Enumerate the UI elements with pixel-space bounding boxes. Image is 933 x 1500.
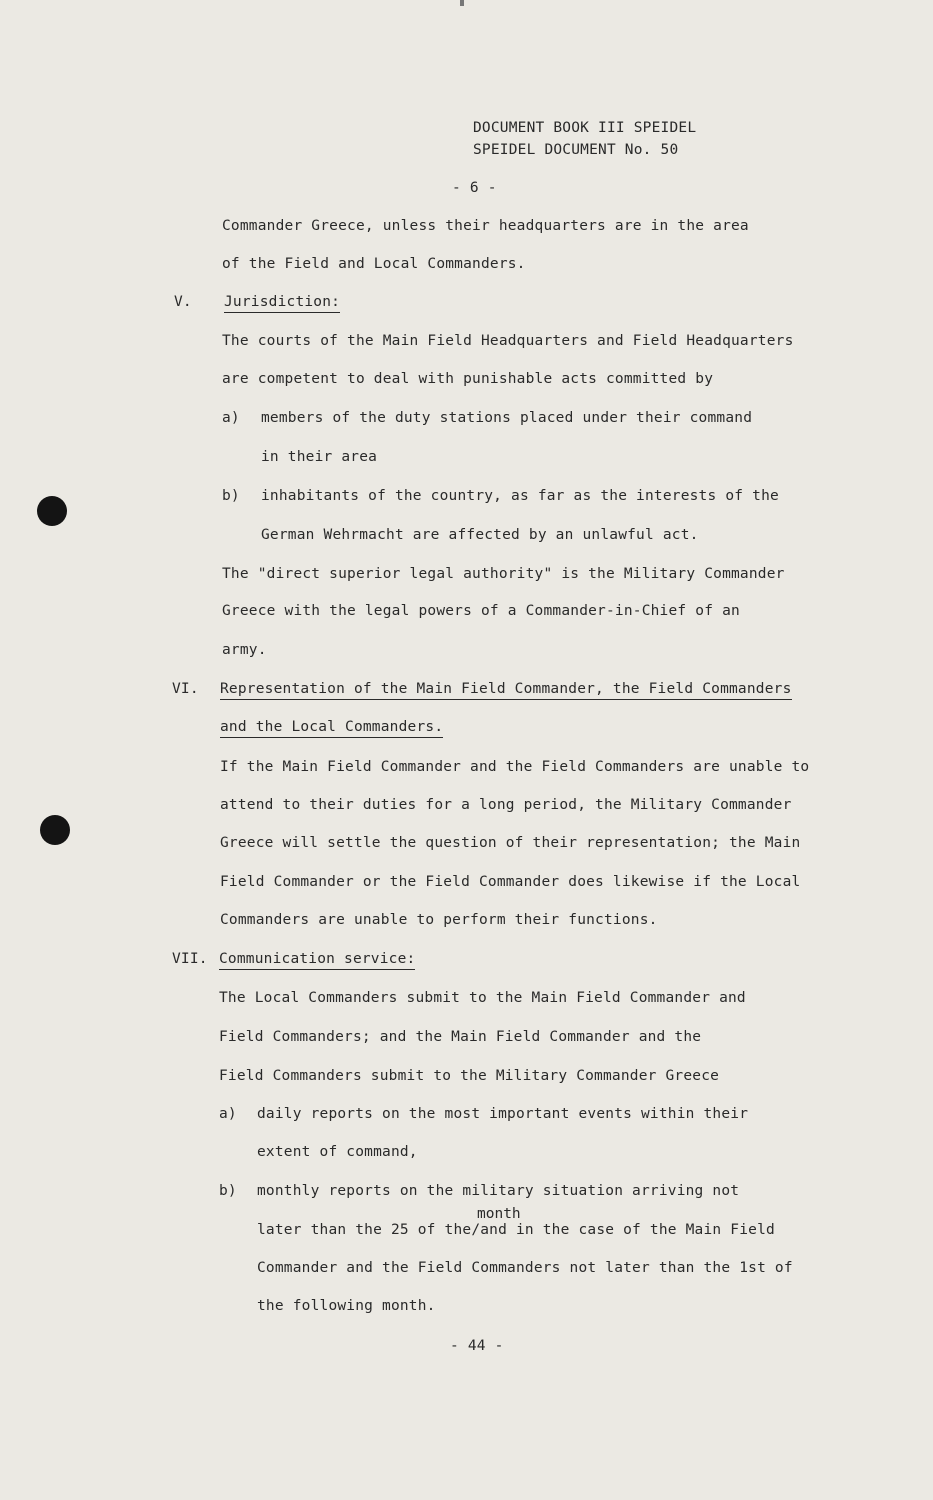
body-line: attend to their duties for a long period, the Military Commander [220,797,792,813]
section-number: V. [174,294,192,310]
body-line: Commander Greece, unless their headquarters are in the area [222,218,749,234]
list-item-text: members of the duty stations placed under their command [261,410,753,426]
body-line: are competent to deal with punishable acts committed by [222,371,714,387]
list-item-text: the following month. [257,1298,436,1314]
list-item-text: extent of command, [257,1144,418,1160]
punch-hole [37,496,67,526]
section-title: Jurisdiction: [224,294,340,313]
punch-hole [40,815,70,845]
body-line: Greece will settle the question of their representation; the Main [220,835,801,851]
list-item-text: later than the 25 of the/and in the case of the Main Field [257,1222,775,1238]
list-item-text: in their area [261,449,378,465]
list-label: a) [222,410,240,426]
body-line: Field Commanders; and the Main Field Commander and the [219,1029,702,1045]
body-line: Commanders are unable to perform their functions. [220,912,658,928]
section-number: VI. [172,681,199,697]
body-line: Field Commander or the Field Commander does likewise if the Local [220,874,801,890]
section-title: and the Local Commanders. [220,719,443,738]
list-label: b) [222,488,240,504]
insertion-text: month [477,1206,521,1222]
page-marker: - 6 - [452,180,497,196]
list-label: a) [219,1106,237,1122]
list-item-text: Commander and the Field Commanders not later than the 1st of [257,1260,793,1276]
body-line: Greece with the legal powers of a Commander-in-Chief of an [222,603,740,619]
section-title: Representation of the Main Field Commander, the Field Commanders [220,681,792,700]
section-number: VII. [172,951,208,967]
list-label: b) [219,1183,237,1199]
section-title: Communication service: [219,951,415,970]
body-line: of the Field and Local Commanders. [222,256,526,272]
body-line: The courts of the Main Field Headquarters and Field Headquarters [222,333,794,349]
body-line: The "direct superior legal authority" is the Military Commander [222,566,785,582]
list-item-text: monthly reports on the military situation arriving not [257,1183,740,1199]
list-item-text: daily reports on the most important events within their [257,1106,749,1122]
body-line: If the Main Field Commander and the Field Commanders are unable to [220,759,810,775]
header-book: DOCUMENT BOOK III SPEIDEL [473,120,697,136]
page-number: - 44 - [450,1338,504,1354]
body-line: The Local Commanders submit to the Main Field Commander and [219,990,746,1006]
body-line: army. [222,642,267,658]
list-item-text: inhabitants of the country, as far as the interests of the [261,488,779,504]
header-doc: SPEIDEL DOCUMENT No. 50 [473,142,679,158]
list-item-text: German Wehrmacht are affected by an unlawful act. [261,527,699,543]
body-line: Field Commanders submit to the Military Commander Greece [219,1068,720,1084]
top-mark [460,0,464,6]
